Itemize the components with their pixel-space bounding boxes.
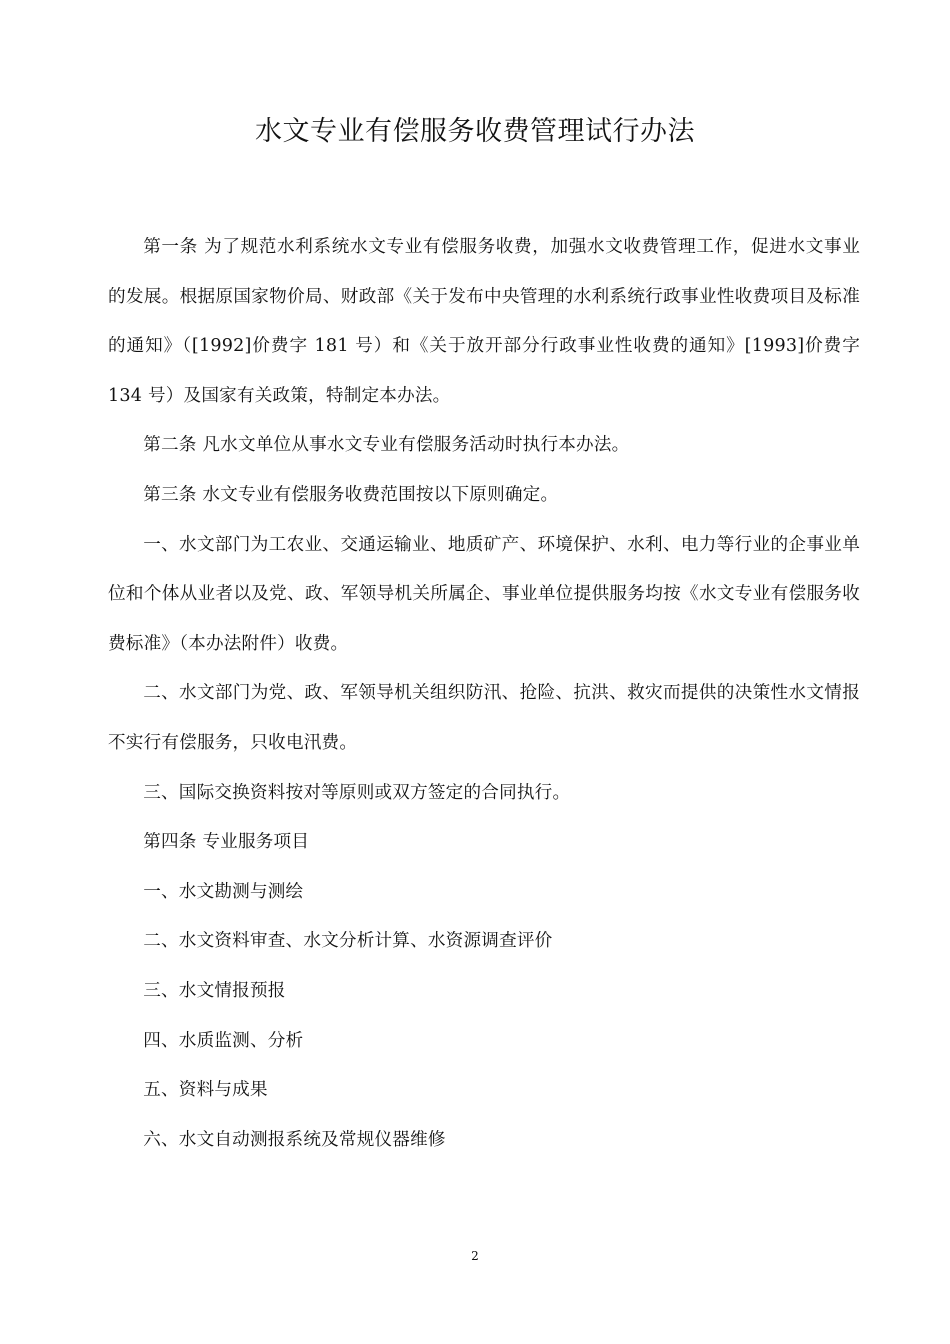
document-title: 水文专业有偿服务收费管理试行办法 (255, 116, 695, 147)
paragraph-article-3-item-2: 二、水文部门为党、政、军领导机关组织防汛、抢险、抗洪、救灾而提供的决策性水文情报不实行有偿服务，只收电汛费。 (108, 683, 860, 753)
paragraph-article-1: 第一条 为了规范水利系统水文专业有偿服务收费，加强水文收费管理工作，促进水文事业的发展。根据原国家物价局、财政部《关于发布中央管理的水利系统行政事业性收费项目及标准的通知》（[1992]价费字 181 号）和《关于放开部分行政事业性收费的通知》[1993]价费字 134 号）及国家有关政策，特制定本办法。 (108, 237, 860, 406)
page-number: 2 (471, 1249, 479, 1263)
list-item-service-3: 三、水文情报预报 (143, 980, 286, 1001)
paragraph-article-3: 第三条 水文专业有偿服务收费范围按以下原则确定。 (143, 484, 559, 505)
paragraph-article-3-item-1: 一、水文部门为工农业、交通运输业、地质矿产、环境保护、水利、电力等行业的企事业单位和个体从业者以及党、政、军领导机关所属企、事业单位提供服务均按《水文专业有偿服务收费标准》（本办法附件）收费。 (108, 534, 860, 654)
list-item-service-1: 一、水文勘测与测绘 (143, 881, 304, 902)
list-item-service-2: 二、水文资料审查、水文分析计算、水资源调查评价 (143, 931, 553, 952)
paragraph-article-4: 第四条 专业服务项目 (143, 832, 310, 853)
paragraph-article-2: 第二条 凡水文单位从事水文专业有偿服务活动时执行本办法。 (143, 435, 630, 456)
list-item-service-4: 四、水质监测、分析 (143, 1030, 304, 1051)
list-item-service-5: 五、资料与成果 (143, 1080, 268, 1101)
list-item-service-6: 六、水文自动测报系统及常规仪器维修 (143, 1129, 446, 1150)
document-body (108, 223, 860, 1165)
paragraph-article-3-item-3: 三、国际交换资料按对等原则或双方签定的合同执行。 (143, 782, 571, 803)
